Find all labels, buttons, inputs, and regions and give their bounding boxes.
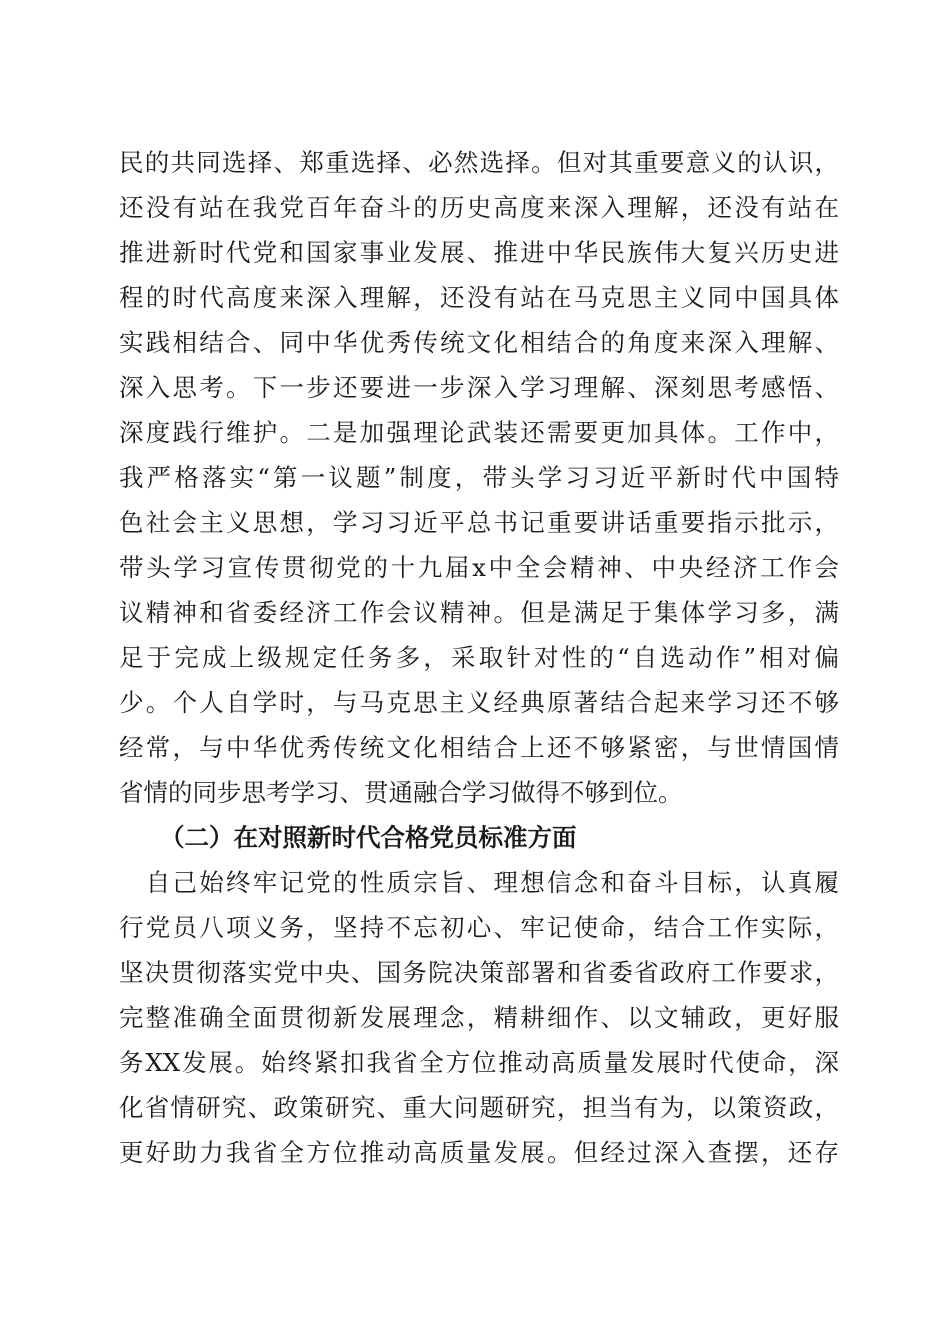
paragraph-line: 经常，与中华优秀传统文化相结合上还不够紧密，与世情国情 [119, 733, 839, 762]
paragraph-line: 程的时代高度来深入理解，还没有站在马克思主义同中国具体 [119, 283, 839, 312]
paragraph-line: 行党员八项义务，坚持不忘初心、牢记使命，结合工作实际， [119, 913, 839, 942]
paragraph-line: 还没有站在我党百年奋斗的历史高度来深入理解，还没有站在 [119, 193, 839, 222]
paragraph-line: 我严格落实“第一议题”制度，带头学习习近平新时代中国特 [119, 463, 839, 492]
paragraph-line: 务XX发展。始终紧扣我省全方位推动高质量发展时代使命，深 [119, 1048, 839, 1077]
section-heading: （二）在对照新时代合格党员标准方面 [160, 823, 577, 852]
paragraph-line: 实践相结合、同中华优秀传统文化相结合的角度来深入理解、 [119, 328, 839, 357]
paragraph-line: 民的共同选择、郑重选择、必然选择。但对其重要意义的认识， [119, 148, 839, 177]
paragraph-line: 推进新时代党和国家事业发展、推进中华民族伟大复兴历史进 [119, 238, 839, 267]
paragraph-line: 自己始终牢记党的性质宗旨、理想信念和奋斗目标，认真履 [119, 868, 839, 897]
paragraph-line: 完整准确全面贯彻新发展理念，精耕细作、以文辅政，更好服 [119, 1003, 839, 1032]
paragraph-line: 深入思考。下一步还要进一步深入学习理解、深刻思考感悟、 [119, 373, 839, 402]
paragraph-line: 少。个人自学时，与马克思主义经典原著结合起来学习还不够 [119, 688, 839, 717]
paragraph-line: 深度践行维护。二是加强理论武装还需要更加具体。工作中， [119, 418, 839, 447]
paragraph-line: 足于完成上级规定任务多，采取针对性的“自选动作”相对偏 [119, 643, 839, 672]
paragraph-line: 色社会主义思想，学习习近平总书记重要讲话重要指示批示， [119, 508, 839, 537]
paragraph-line: 省情的同步思考学习、贯通融合学习做得不够到位。 [119, 778, 683, 807]
paragraph-line: 坚决贯彻落实党中央、国务院决策部署和省委省政府工作要求， [119, 958, 839, 987]
paragraph-line: 议精神和省委经济工作会议精神。但是满足于集体学习多，满 [119, 598, 839, 627]
paragraph-line: 化省情研究、政策研究、重大问题研究，担当有为，以策资政， [119, 1093, 839, 1122]
paragraph-line: 带头学习宣传贯彻党的十九届x中全会精神、中央经济工作会 [119, 553, 839, 582]
paragraph-line: 更好助力我省全方位推动高质量发展。但经过深入查摆，还存 [119, 1138, 839, 1167]
